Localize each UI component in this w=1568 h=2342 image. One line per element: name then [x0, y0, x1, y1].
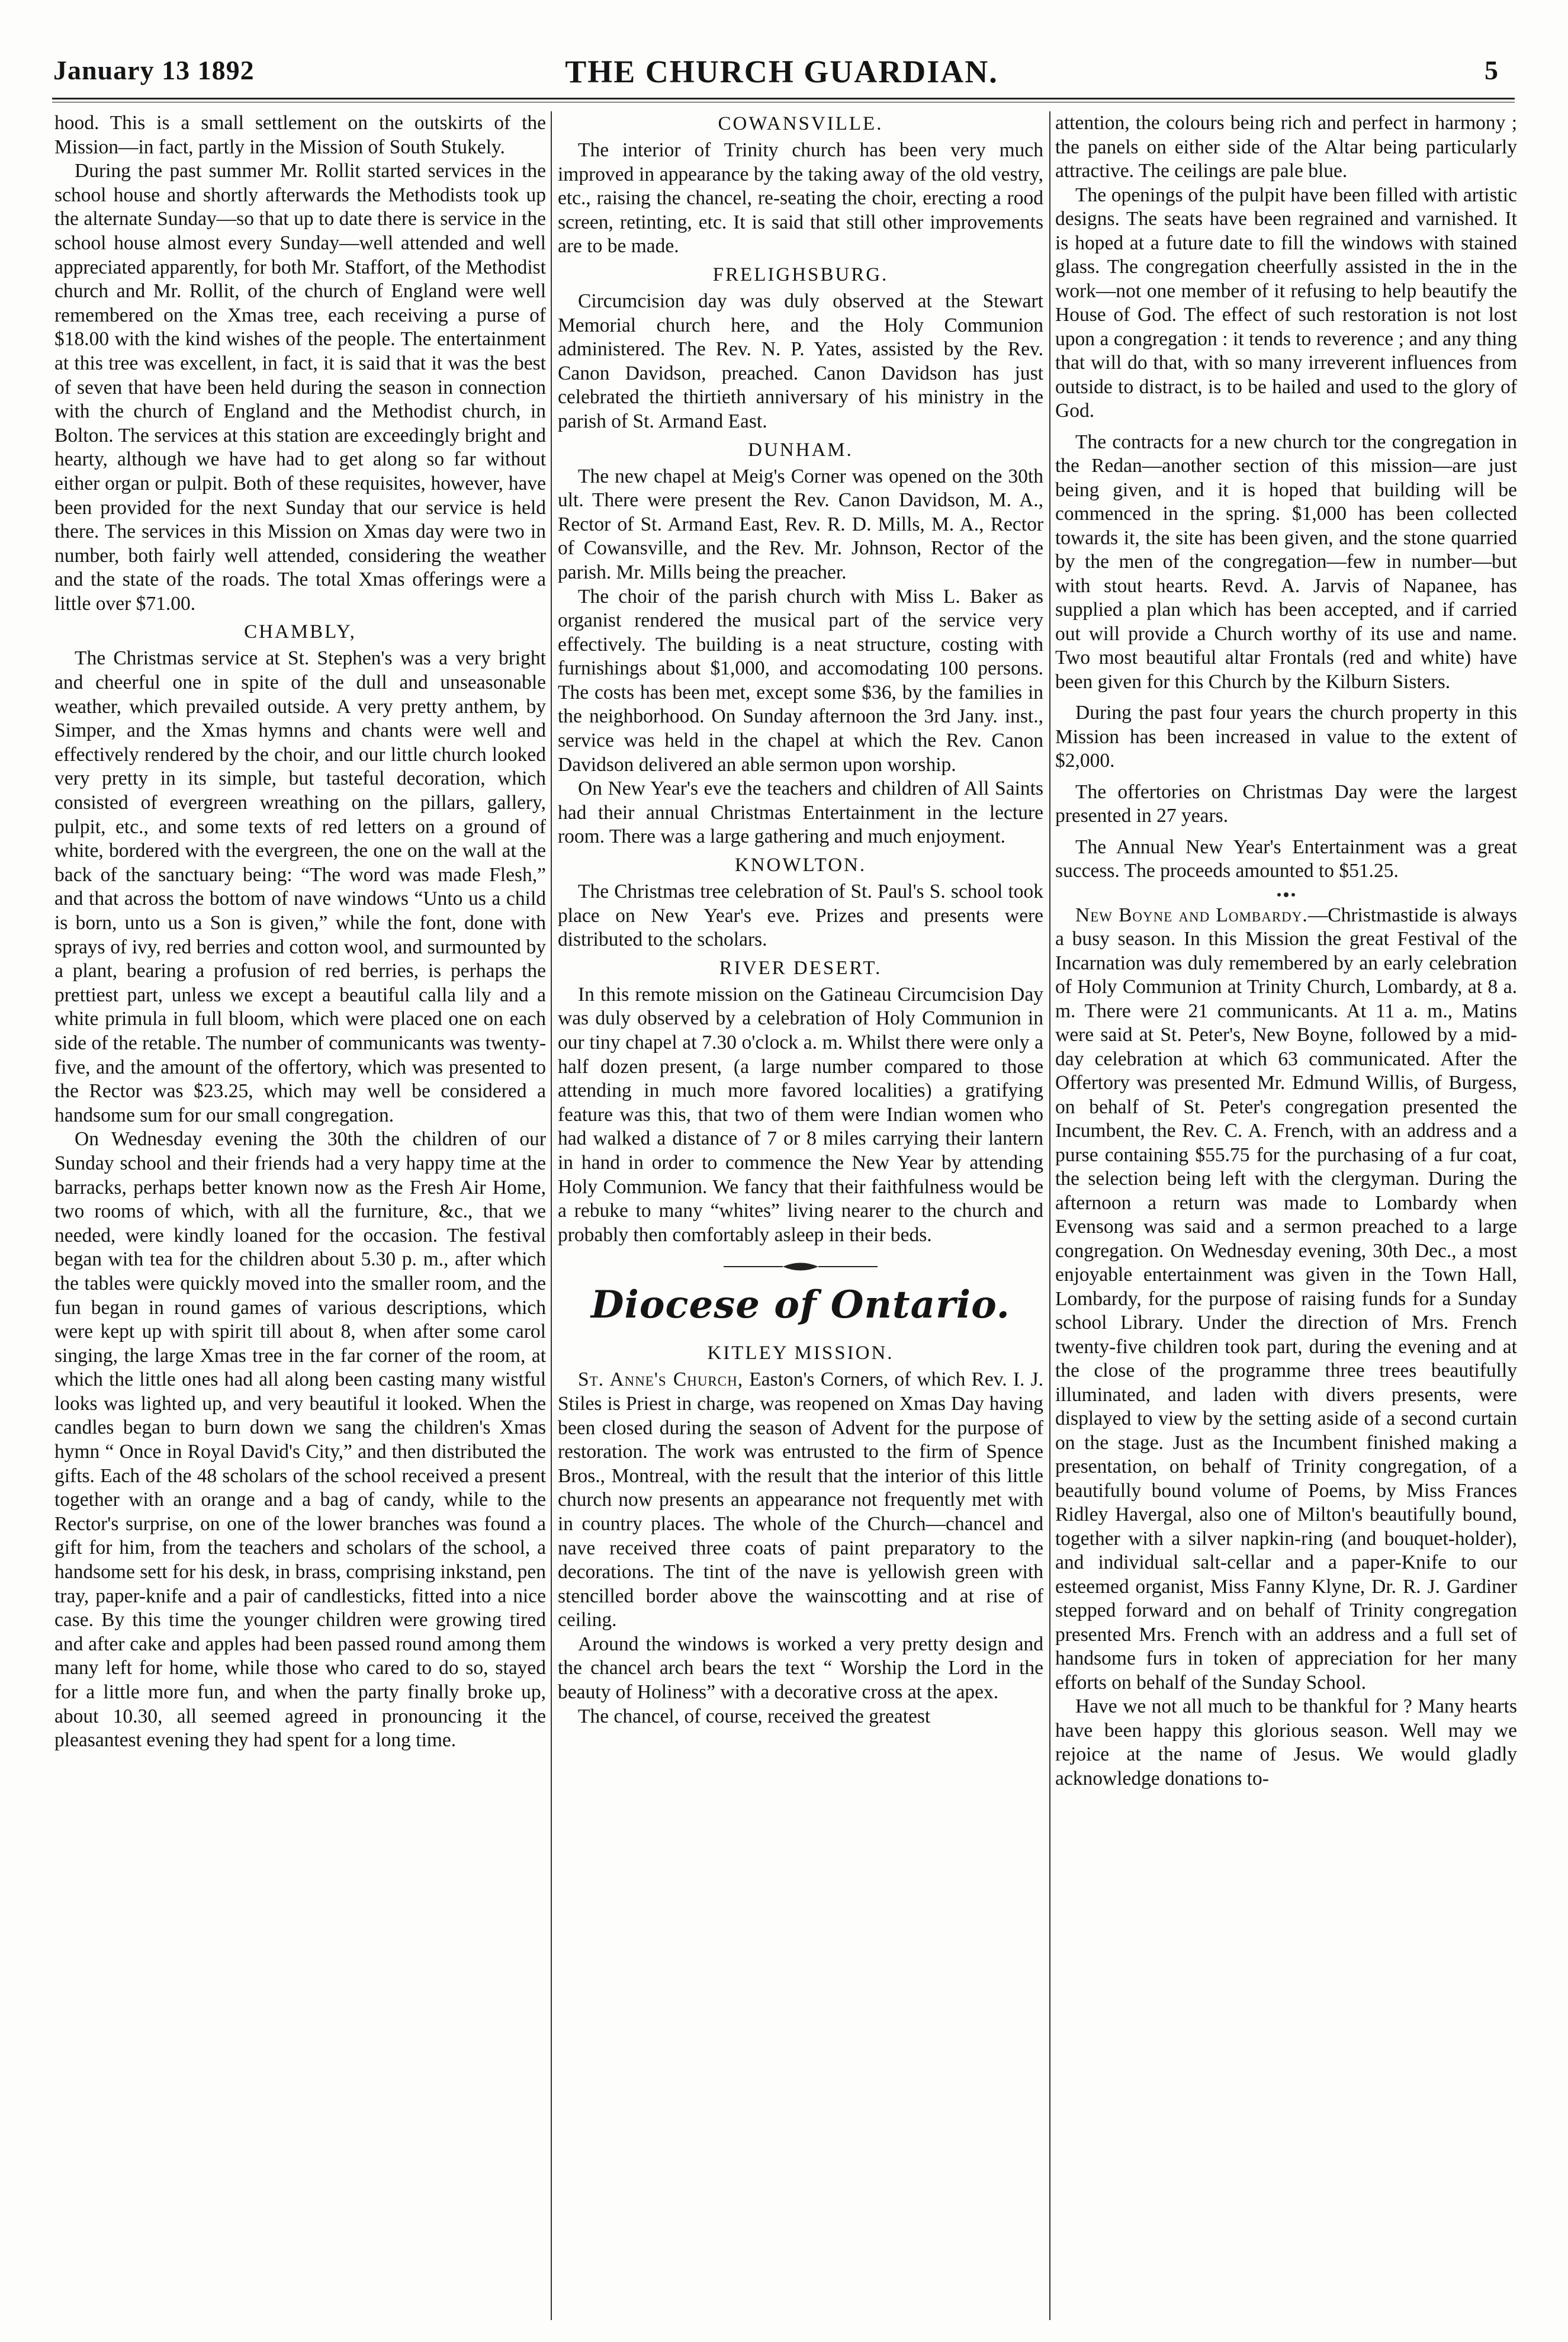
article-paragraph: Around the windows is worked a very pretty design and the chancel arch bears the text “ Worship the Lord in the beauty of Holiness” with a decorative cross at the apex. [558, 1633, 1043, 1704]
section-lead-new-boyne: New Boyne and Lombardy. [1075, 904, 1308, 926]
article-paragraph: The contracts for a new church tor the congregation in the Redan—another section of this mission—are just being given, and it is hoped that building will be commenced in the spring. $1,000 has been collected towards it, the site has been given, and the stone quarried by the men of the congregation—few in number—but with stout hearts. Revd. A. Jarvis of Napanee, has supplied a plan which has been accepted, and if carried out will provide a Church worthy of its use and name. Two most beautiful altar Frontals (red and white) have been given for this Church by the Kilburn Sisters. [1055, 431, 1517, 693]
column-3 [1055, 111, 1517, 2320]
section-heading-river-desert: RIVER DESERT. [719, 957, 882, 979]
column-divider [551, 111, 552, 2320]
section-heading-knowlton: KNOWLTON. [734, 854, 867, 876]
article-paragraph: Circumcision day was duly observed at the Stewart Memorial church here, and the Holy Communion administered. The Rev. N. P. Yates, assisted by the Rev. Canon Davidson, preached. Canon Davidson has just celebrated the thirtieth anniversary of his ministry in the parish of St. Armand East. [558, 290, 1043, 432]
article-paragraph: On Wednesday evening the 30th the children of our Sunday school and their friends had a very happy time at the barracks, perhaps better known now as the Fresh Air Home, two rooms of which, with all the furniture, &c., that we needed, were kindly loaned for the occasion. The festival began with tea for the children about 5.30 p. m., after which the tables were quickly moved into the smaller room, and the fun began in round games of various descriptions, which were kept up with spirit till about 8, when after some carol singing, the large Xmas tree in the far corner of the room, at which the little ones had all along been casting many wistful looks was lighted up, and very beautiful it looked. When the candles began to burn down we sang the children's Xmas hymn “ Once in Royal David's City,” and then distributed the gifts. Each of the 48 scholars of the school received a present together with an orange and a bag of candy, while to the Rector's surprise, on one of the lower branches was found a gift for him, from the teachers and scholars of the school, a handsome sett for his desk, in brass, comprising inkstand, pen tray, paper-knife and a pair of candlesticks, fitted into a nice case. By this time the younger children were growing tired and after cake and apples had been passed round among them many left for home, while those who cared to do so, stayed for a little more fun, and when the party finally broke up, about 10.30, all seemed agreed in pronouncing it the pleasantest evening they had spent for a long time. [54, 1128, 546, 1752]
article-paragraph: During the past summer Mr. Rollit started services in the school house and shortly afterwards the Methodists took up the alternate Sunday—so that up to date there is service in the school house almost every Sunday—well attended and well appreciated apparently, for both Mr. Staffort, of the Methodist church and Mr. Rollit, of the church of England were well remembered on the Xmas tree, each receiving a purse of $18.00 with the kind wishes of the people. The entertainment at this tree was excellent, in fact, it is said that it was the best of seven that have been held during the season in connection with the church of England and the Methodist church, in Bolton. The services at this station are exceedingly bright and hearty, although we have had to get along so far without either organ or pulpit. Both of these requisites, however, have been provided for the next Sunday that our service is held there. The services in this Mission on Xmas day were two in number, both fairly well attended, considering the weather and the state of the roads. The total Xmas offerings were a little over $71.00. [54, 160, 546, 615]
article-paragraph: The choir of the parish church with Miss L. Baker as organist rendered the musical part of the service very effectively. The building is a neat structure, costing with furnishings about $1,000, and accomodating 100 persons. The costs has been met, except some $36, by the families in the neighborhood. On Sunday afternoon the 3rd Jany. inst., service was held in the chapel at which the Rev. Canon Davidson delivered an able sermon upon worship. [558, 585, 1043, 776]
diocese-title: Diocese of Ontario. [591, 1283, 1010, 1328]
section-heading-frelighsburg: FRELIGHSBURG. [712, 264, 889, 285]
page-number: 5 [1485, 55, 1498, 85]
issue-date: January 13 1892 [53, 55, 255, 85]
divider-ornament [1262, 891, 1310, 899]
section-heading-kitley-mission: KITLEY MISSION. [707, 1342, 894, 1364]
section-heading-chambly: CHAMBLY, [244, 621, 356, 643]
section-heading-cowansville: COWANSVILLE. [718, 113, 883, 134]
church-name-lead: St. Anne's Church, [578, 1368, 744, 1391]
article-paragraph: The Christmas tree celebration of St. Paul's S. school took place on New Year's eve. Prizes and presents were distributed to the scholars. [558, 881, 1043, 951]
header-rule [52, 98, 1515, 102]
article-paragraph-text: Easton's Corners, of which Rev. I. J. Stiles is Priest in charge, was reopened on Xmas Day having been closed during the season of Advent for the purpose of restoration. The work was entrusted to the firm of Spence Bros., Montreal, with the result that the interior of this little church now presents an appearance not frequently met with in country places. The whole of the Church—chancel and nave received three coats of paint preparatory to the decorations. The tint of the nave is yellowish green with stencilled border above the wainscotting and at rise of ceiling. [558, 1368, 1043, 1631]
column-1 [54, 111, 546, 2320]
column-2 [558, 111, 1043, 2320]
article-paragraph: The openings of the pulpit have been filled with artistic designs. The seats have been regrained and varnished. It is hoped at a future date to fill the windows with stained glass. The congregation cheerfully assisted in the in the work—not one member of it refusing to help beautify the House of God. The effect of such restoration is not lost upon a congregation : it tends to reverence ; and any thing that will do that, with so many irreverent influences from outside to distract, is to be hailed and used to the glory of God. [1055, 184, 1517, 422]
article-paragraph-text: —Christmastide is always a busy season. In this Mission the great Festival of the Incarnation was duly remembered by an early celebration of Holy Communion at Trinity Church, Lombardy, at 8 a. m. There were 21 communicants. At 11 a. m., Matins were said at St. Peter's, New Boyne, followed by a mid-day celebration at which 63 communicated. After the Offertory was presented Mr. Edmund Willis, of Burgess, on behalf of St. Peter's congregation presented the Incumbent, the Rev. C. A. French, with an address and a purse containing $55.75 for the purchasing of a fur coat, the selection being left with the clergyman. During the afternoon a return was made to Lombardy when Evensong was said and a sermon preached to a large congregation. On Wednesday evening, 30th Dec., a most enjoyable entertainment was given in the Town Hall, Lombardy, for the purpose of raising funds for a Sunday school Library. Under the direction of Mrs. French twenty-five children took part, during the evening and at the close of the programme three trees beautifully illuminated, and laden with divers presents, were displayed to view by the setting aside of a second curtain on the stage. Just as the Incumbent finished making a presentation, on behalf of Trinity congregation, of a beautifully bound volume of Poems, by Miss Frances Ridley Havergal, also one of Milton's beautifully bound, together with a silver napkin-ring (and bouquet-holder), and individual salt-cellar and a paper-Knife to our esteemed organist, Miss Fanny Klyne, Dr. R. J. Gardiner stepped forward and on behalf of Trinity congregation presented Mrs. French with an address and a full set of handsome furs in token of appreciation for her many efforts on behalf of the Sunday School. [1055, 904, 1517, 1694]
divider-ornament [712, 1260, 889, 1273]
section-heading-dunham: DUNHAM. [748, 439, 853, 461]
article-paragraph: On New Year's eve the teachers and children of All Saints had their annual Christmas Entertainment in the lecture room. There was a large gathering and much enjoyment. [558, 778, 1043, 848]
article-paragraph: In this remote mission on the Gatineau Circumcision Day was duly observed by a celebration of Holy Communion in our tiny chapel at 7.30 o'clock a. m. Whilst there were only a half dozen present, (a large number compared to those attending in much more favored localities) a gratifying feature was this, that two of them were Indian women who had walked a distance of 7 or 8 miles carrying their lantern in hand in order to commence the New Year by attending Holy Communion. We fancy that their faithfulness would be a rebuke to many “whites” living nearer to the church and probably then comfortably asleep in their beds. [558, 983, 1043, 1246]
article-paragraph [1055, 904, 1517, 1695]
newspaper-title: THE CHURCH GUARDIAN. [565, 54, 998, 89]
article-paragraph: The interior of Trinity church has been very much improved in appearance by the taking away of the old vestry, etc., raising the chancel, re-seating the choir, erecting a rood screen, retinting, etc. It is said that still other improvements are to be made. [558, 139, 1043, 258]
column-divider [1049, 111, 1050, 2320]
article-paragraph: The Annual New Year's Entertainment was a great success. The proceeds amounted to $51.25. [1055, 836, 1517, 882]
article-paragraph: The chancel, of course, received the greatest [578, 1705, 931, 1727]
article-paragraph: The Christmas service at St. Stephen's was a very bright and cheerful one in spite of the dull and unseasonable weather, which prevailed outside. A very pretty anthem, by Simper, and the Xmas hymns and chants were well and effectively rendered by the choir, and our little church looked very pretty in its simple, but tasteful decoration, which consisted of evergreen wreathing on the pillars, gallery, pulpit, etc., and some texts of red letters on a ground of white, bordered with the evergreen, the one on the wall at the back of the sanctuary being: “The word was made Flesh,” and that across the bottom of nave windows “Unto us a child is born, unto us a Son is given,” while the font, done with sprays of ivy, red berries and cotton wool, and surmounted by a plant, bearing a profusion of red berries, is perhaps the prettiest part, unless we except a beautiful calla lily and a white primula in full bloom, which were placed one on each side of the retable. The number of communicants was twenty-five, and the amount of the offertory, which was presented to the Rector was $23.25, which may well be considered a handsome sum for our small congregation. [54, 647, 546, 1126]
article-paragraph: attention, the colours being rich and perfect in harmony ; the panels on either side of the Altar being particularly attractive. The ceilings are pale blue. [1055, 112, 1517, 182]
article-paragraph: hood. This is a small settlement on the outskirts of the Mission—in fact, partly in the Mission of South Stukely. [54, 112, 546, 158]
article-paragraph: During the past four years the church property in this Mission has been increased in value to the extent of $2,000. [1055, 702, 1517, 772]
article-paragraph: The offertories on Christmas Day were the largest presented in 27 years. [1055, 780, 1517, 827]
running-head [53, 46, 1510, 94]
article-paragraph [558, 1368, 1043, 1633]
article-paragraph: The new chapel at Meig's Corner was opened on the 30th ult. There were present the Rev. Canon Davidson, M. A., Rector of St. Armand East, Rev. R. D. Mills, M. A., Rector of Cowansville, and the Rev. Mr. Johnson, Rector of the parish. Mr. Mills being the preacher. [558, 465, 1043, 583]
article-paragraph: Have we not all much to be thankful for ? Many hearts have been happy this glorious season. Well may we rejoice at the name of Jesus. We would gladly acknowledge donations to- [1055, 1695, 1517, 1790]
